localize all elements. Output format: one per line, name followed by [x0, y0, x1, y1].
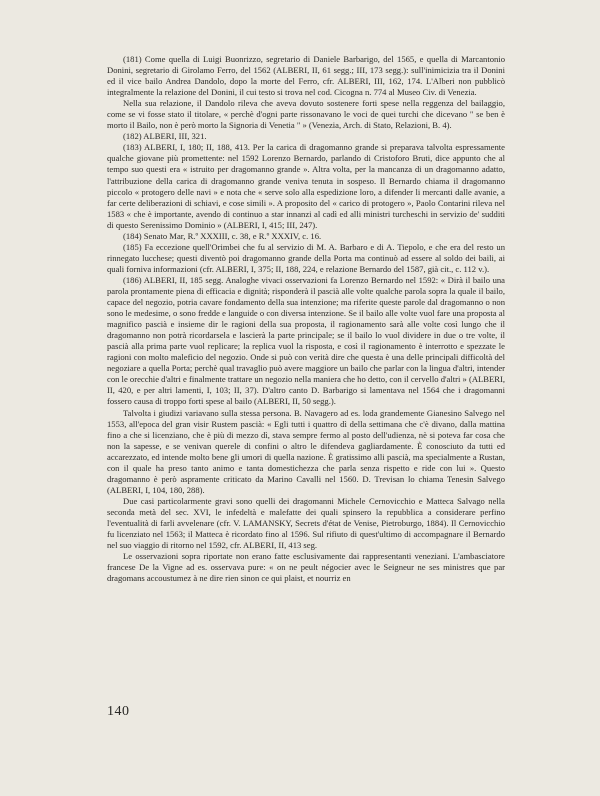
paragraph-dandolo: Nella sua relazione, il Dandolo rileva che aveva dovuto sostenere forti spese nella reggenza del bailaggio, come se vi fosse stato il titolare, « perchè d'ogni parte rissonavano le voci de quei turchi che dicevano " se ben è morto il Bailo, non è però morto la Signoria di Venetia " » (Venezia, Arch. di Stato, Relazioni, B. 4). — [107, 98, 505, 131]
paragraph-osservazioni: Le osservazioni sopra riportate non erano fatte esclusivamente dai rappresentanti veneziani. L'ambasciatore francese De la Vigne ad es. osservava pure: « on ne peult négocier avec le Seigneur ne ses ministres que par dragomans accoustumez à ne dire rien sinon ce qui plaist, et nourriz en — [107, 551, 505, 584]
footnote-185: (185) Fa eccezione quell'Orimbei che fu al servizio di M. A. Barbaro e di A. Tiepolo, e che era del resto un rinnegato lucchese; questi diventò poi dragomanno grande della Porta ma continuò ad essere al soldo dei baili, ai quali forniva informazioni (cfr. ALBERI, I, 375; II, 188, 224, e relazione Bernardo del 1587, già cit., c. 112 v.). — [107, 241, 505, 274]
footnote-184: (184) Senato Mar, R.º XXXIII, c. 38, e R.º XXXIV, c. 16. — [123, 230, 322, 241]
footnote-186: (186) ALBERI, II, 185 segg. Analoghe vivaci osservazioni fa Lorenzo Bernardo nel 1592: « Dirà il bailo una parola prontamente piena di efficacia e dignità; risponderà il pascià alle volte qualche parola sopra la quale il bailo, capace del negozio, potria cavare fondamento della sua intenzione; ma riferite queste parole dal dragomanno o non sono le medesime, o sono fredde e languide o con diversa intenzione. Se il bailo alle volte vuol fare una proposta al magnifico pascià e insieme dir le ragioni della sua proposta, il ragionamento sarà alle volte così lungo che il dragomanno non potrà ricordarsela e lascierà la parte principale; se il bailo lo vuol dividere in due o tre volte, il pascià alla prima parte vuol replicare; la replica vuol la risposta, e così il ragionamento è interrotto e spezzate le ragioni con molto maleficio del negozio. Onde si può con verità dire che questa è una delle principali difficoltà del negoziare a quella Porta; perchè qual travaglio può avere maggiore un bailo che parlar con la lingua d'altri, intender con le orecchie d'altri e finalmente trattare un negozio nella maniera che ho detto, con il cervello d'altri » (ALBERI, II, 420, e per altri lamenti, I, 103; II, 37). D'altro canto D. Barbarigo si lamentava nel 1564 che i dragomanni fossero causa di troppo forti spese al bailo (ALBERI, II, 50 segg.). — [107, 274, 506, 407]
footnote-182: (182) ALBERI, III, 321. — [123, 131, 207, 142]
footnote-181: (181) Come quella di Luigi Buonrizzo, segretario di Daniele Barbarigo, del 1565, e quella di Marcantonio Donini, segretario di Girolamo Ferro, del 1562 (ALBERI, II, 61 segg.; III, 173 segg.): sull'inimicizia tra il Donini ed il vice bailo Andrea Dandolo, dopo la morte del Ferro, cfr. ALBERI, III, 162, 174. L'Alberi non pubblicò integralmente la relazione del Donini, il cui testo si trova nel cod. Cicogna n. 774 al Museo Civ. di Venezia. — [107, 54, 505, 98]
footnotes-text — [107, 54, 505, 584]
paragraph-due-casi: Due casi particolarmente gravi sono quelli dei dragomanni Michele Cernovicchio e Matteca Salvago nella seconda metà del sec. XVI, le infedeltà e malefatte dei quali spinsero la repubblica a considerare perfino l'eventualità di farli avvelenare (cfr. V. LAMANSKY, Secrets d'état de Venise, Pietroburgo, 1884). Il Cernovicchio fu licenziato nel 1563; il Matteca è ricordato fino al 1596. Sul rifiuto di quest'ultimo di accompagnare il Bernardo nel suo viaggio di ritorno nel 1592, cfr. ALBERI, II, 413 seg. — [107, 495, 505, 551]
paragraph-navagero: Talvolta i giudizi variavano sulla stessa persona. B. Navagero ad es. loda grandemente Gianesino Salvego nel 1553, all'epoca del gran visir Rustem pascià: « Egli tutti i quattro dì della settimana che c'è divano, dalla mattina fino a che si licenziano, che è più di mezzo dì, stava sempre fermo al posto dell'udienza, nè si poteva far cosa che non la sapesse, e se venivan querele di confini o altro le difendeva gagliardamente. È conosciuto da tutti ed accarezzato, ed intende molto bene gli umori di quella nazione. È gratissimo alli pascià, ma specialmente a Rustan, con il quale ha preso tanto animo e tanta domestichezza che parla senza rispetto e ride con lui ». Questo dragomanno è però aspramente criticato da Marino Cavalli nel 1560. D. Trevisan lo chiama Tenesin Salvego (ALBERI, I, 104, 180, 288). — [107, 407, 505, 495]
page-number: 140 — [107, 704, 130, 719]
footnote-183: (183) ALBERI, I, 180; II, 188, 413. Per la carica di dragomanno grande si preparava talvolta espressamente qualche giovane più promettente: nel 1592 Lorenzo Bernardo, parlando di Cristoforo Bruti, dice appunto che al tempo suo questi era « istruito per dragomanno grande ». Altra volta, per la mancanza di un dragomanno adatto, l'attribuzione della carica di dragomanno grande veniva tenuta in sospeso. Il Bernardo chiama il dragomanno piccolo « protogero delle navi » e nota che « serve solo alla espedizione loro, a difender li mercanti dalle avanie, a far certe deliberazioni di schiavi, e cose simili ». A proposito del « carico di protogero », Paolo Contarini rileva nel 1583 « che è importante, avendo di continuo a star innanzi al cadì ed alli ministri turcheschi in servizio de' sudditi di questo Serenissimo Dominio » (ALBERI, I, 415; III, 247). — [107, 142, 505, 230]
